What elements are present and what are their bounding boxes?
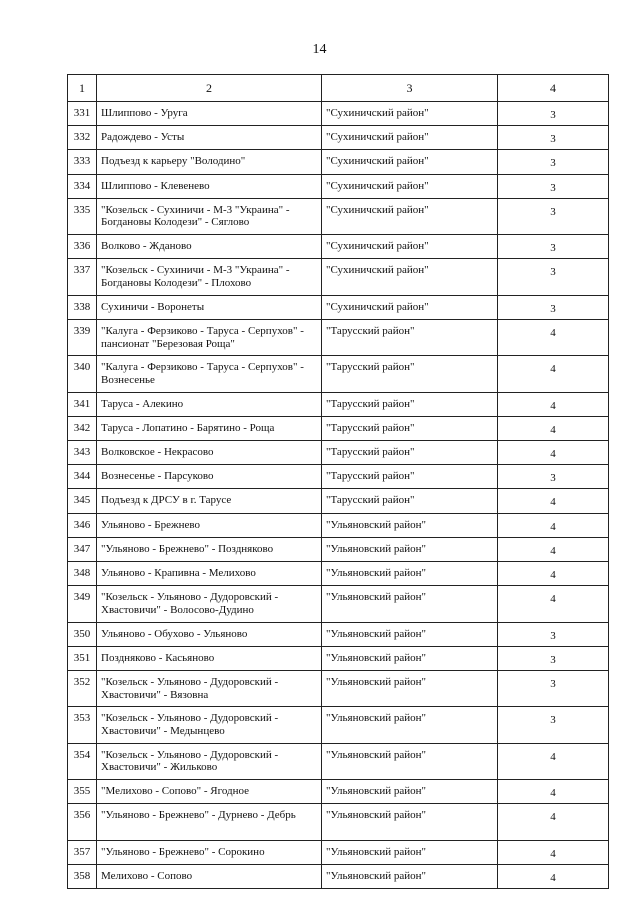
row-number: 342 <box>68 416 97 440</box>
table-row <box>68 622 609 646</box>
row-number: 347 <box>68 537 97 561</box>
category-cell: 4 <box>498 537 609 561</box>
category-cell: 3 <box>498 465 609 489</box>
table-row <box>68 586 609 622</box>
category-cell: 4 <box>498 356 609 392</box>
district-cell: "Сухиничский район" <box>322 102 498 126</box>
road-name-cell: Поздняково - Касьяново <box>97 646 322 670</box>
table-row <box>68 150 609 174</box>
column-header-category: 4 <box>498 75 609 102</box>
row-number: 354 <box>68 743 97 779</box>
roads-table <box>67 74 609 889</box>
road-name-cell: "Козельск - Ульяново - Дудоровский - Хвастовичи" - Вязовна <box>97 670 322 706</box>
road-name-cell: Радождево - Усты <box>97 126 322 150</box>
category-cell: 4 <box>498 319 609 355</box>
road-name-cell: Вознесенье - Парсуково <box>97 465 322 489</box>
row-number: 358 <box>68 864 97 888</box>
row-number: 338 <box>68 295 97 319</box>
category-cell: 3 <box>498 707 609 743</box>
table-row <box>68 840 609 864</box>
district-cell: "Сухиничский район" <box>322 235 498 259</box>
table-header-row <box>68 75 609 102</box>
table-row <box>68 441 609 465</box>
category-cell: 3 <box>498 622 609 646</box>
category-cell: 3 <box>498 174 609 198</box>
table-row <box>68 780 609 804</box>
column-header-district: 3 <box>322 75 498 102</box>
category-cell: 4 <box>498 513 609 537</box>
category-cell: 3 <box>498 259 609 295</box>
district-cell: "Ульяновский район" <box>322 804 498 840</box>
category-cell: 4 <box>498 743 609 779</box>
row-number: 353 <box>68 707 97 743</box>
road-name-cell: Ульяново - Крапивна - Мелихово <box>97 562 322 586</box>
category-cell: 4 <box>498 416 609 440</box>
road-name-cell: Сухиничи - Воронеты <box>97 295 322 319</box>
district-cell: "Ульяновский район" <box>322 864 498 888</box>
category-cell: 4 <box>498 441 609 465</box>
district-cell: "Ульяновский район" <box>322 562 498 586</box>
category-cell: 4 <box>498 392 609 416</box>
row-number: 336 <box>68 235 97 259</box>
district-cell: "Ульяновский район" <box>322 537 498 561</box>
table-row <box>68 319 609 355</box>
category-cell: 3 <box>498 198 609 234</box>
category-cell: 4 <box>498 586 609 622</box>
road-name-cell: "Калуга - Ферзиково - Таруса - Серпухов" - Вознесенье <box>97 356 322 392</box>
road-name-cell: "Козельск - Ульяново - Дудоровский - Хвастовичи" - Волосово-Дудино <box>97 586 322 622</box>
row-number: 349 <box>68 586 97 622</box>
row-number: 340 <box>68 356 97 392</box>
district-cell: "Сухиничский район" <box>322 126 498 150</box>
district-cell: "Сухиничский район" <box>322 150 498 174</box>
road-name-cell: "Козельск - Сухиничи - М-3 "Украина" - Богдановы Колодези" - Плохово <box>97 259 322 295</box>
row-number: 341 <box>68 392 97 416</box>
table-row <box>68 295 609 319</box>
road-name-cell: "Ульяново - Брежнево" - Сорокино <box>97 840 322 864</box>
district-cell: "Тарусский район" <box>322 489 498 513</box>
district-cell: "Ульяновский район" <box>322 622 498 646</box>
road-name-cell: Ульяново - Брежнево <box>97 513 322 537</box>
category-cell: 4 <box>498 804 609 840</box>
table-row <box>68 465 609 489</box>
table-row <box>68 707 609 743</box>
category-cell: 3 <box>498 670 609 706</box>
table-row <box>68 259 609 295</box>
row-number: 348 <box>68 562 97 586</box>
district-cell: "Тарусский район" <box>322 319 498 355</box>
row-number: 355 <box>68 780 97 804</box>
table-row <box>68 392 609 416</box>
road-name-cell: Мелихово - Сопово <box>97 864 322 888</box>
category-cell: 4 <box>498 840 609 864</box>
district-cell: "Ульяновский район" <box>322 743 498 779</box>
table-row <box>68 670 609 706</box>
table-row <box>68 646 609 670</box>
column-header-road-name: 2 <box>97 75 322 102</box>
category-cell: 3 <box>498 235 609 259</box>
category-cell: 3 <box>498 126 609 150</box>
road-name-cell: "Козельск - Ульяново - Дудоровский - Хвастовичи" - Жильково <box>97 743 322 779</box>
row-number: 350 <box>68 622 97 646</box>
district-cell: "Сухиничский район" <box>322 174 498 198</box>
road-name-cell: "Мелихово - Сопово" - Ягодное <box>97 780 322 804</box>
category-cell: 4 <box>498 562 609 586</box>
road-name-cell: Шлиппово - Уруга <box>97 102 322 126</box>
table-row <box>68 356 609 392</box>
road-name-cell: Таруса - Лопатино - Барятино - Роща <box>97 416 322 440</box>
district-cell: "Ульяновский район" <box>322 780 498 804</box>
row-number: 351 <box>68 646 97 670</box>
table-row <box>68 235 609 259</box>
row-number: 345 <box>68 489 97 513</box>
category-cell: 4 <box>498 780 609 804</box>
row-number: 357 <box>68 840 97 864</box>
road-name-cell: "Ульяново - Брежнево" - Дурнево - Дебрь <box>97 804 322 840</box>
table-row <box>68 174 609 198</box>
district-cell: "Ульяновский район" <box>322 513 498 537</box>
category-cell: 3 <box>498 646 609 670</box>
district-cell: "Ульяновский район" <box>322 840 498 864</box>
table-row <box>68 804 609 840</box>
district-cell: "Ульяновский район" <box>322 586 498 622</box>
district-cell: "Сухиничский район" <box>322 295 498 319</box>
road-name-cell: "Козельск - Сухиничи - М-3 "Украина" - Богдановы Колодези" - Сяглово <box>97 198 322 234</box>
district-cell: "Ульяновский район" <box>322 707 498 743</box>
road-name-cell: Таруса - Алекино <box>97 392 322 416</box>
row-number: 332 <box>68 126 97 150</box>
district-cell: "Тарусский район" <box>322 356 498 392</box>
category-cell: 3 <box>498 150 609 174</box>
table-row <box>68 102 609 126</box>
road-name-cell: "Ульяново - Брежнево" - Поздняково <box>97 537 322 561</box>
row-number: 333 <box>68 150 97 174</box>
row-number: 352 <box>68 670 97 706</box>
category-cell: 4 <box>498 864 609 888</box>
table-row <box>68 416 609 440</box>
row-number: 331 <box>68 102 97 126</box>
district-cell: "Ульяновский район" <box>322 670 498 706</box>
table-row <box>68 864 609 888</box>
table-row <box>68 562 609 586</box>
road-name-cell: "Калуга - Ферзиково - Таруса - Серпухов" - пансионат "Березовая Роща" <box>97 319 322 355</box>
road-name-cell: Подъезд к ДРСУ в г. Тарусе <box>97 489 322 513</box>
table-row <box>68 743 609 779</box>
column-header-number: 1 <box>68 75 97 102</box>
category-cell: 4 <box>498 489 609 513</box>
category-cell: 3 <box>498 102 609 126</box>
category-cell: 3 <box>498 295 609 319</box>
road-name-cell: "Козельск - Ульяново - Дудоровский - Хвастовичи" - Медынцево <box>97 707 322 743</box>
row-number: 343 <box>68 441 97 465</box>
district-cell: "Тарусский район" <box>322 392 498 416</box>
row-number: 334 <box>68 174 97 198</box>
table-row <box>68 537 609 561</box>
road-name-cell: Волковское - Некрасово <box>97 441 322 465</box>
district-cell: "Тарусский район" <box>322 465 498 489</box>
road-name-cell: Шлиппово - Клевенево <box>97 174 322 198</box>
road-name-cell: Подъезд к карьеру "Володино" <box>97 150 322 174</box>
row-number: 339 <box>68 319 97 355</box>
district-cell: "Сухиничский район" <box>322 198 498 234</box>
district-cell: "Сухиничский район" <box>322 259 498 295</box>
table-row <box>68 198 609 234</box>
district-cell: "Тарусский район" <box>322 416 498 440</box>
district-cell: "Ульяновский район" <box>322 646 498 670</box>
row-number: 335 <box>68 198 97 234</box>
table-row <box>68 489 609 513</box>
district-cell: "Тарусский район" <box>322 441 498 465</box>
table-row <box>68 513 609 537</box>
page-number: 14 <box>312 42 327 57</box>
row-number: 344 <box>68 465 97 489</box>
road-name-cell: Волково - Жданово <box>97 235 322 259</box>
row-number: 356 <box>68 804 97 840</box>
row-number: 337 <box>68 259 97 295</box>
road-name-cell: Ульяново - Обухово - Ульяново <box>97 622 322 646</box>
row-number: 346 <box>68 513 97 537</box>
table-row <box>68 126 609 150</box>
